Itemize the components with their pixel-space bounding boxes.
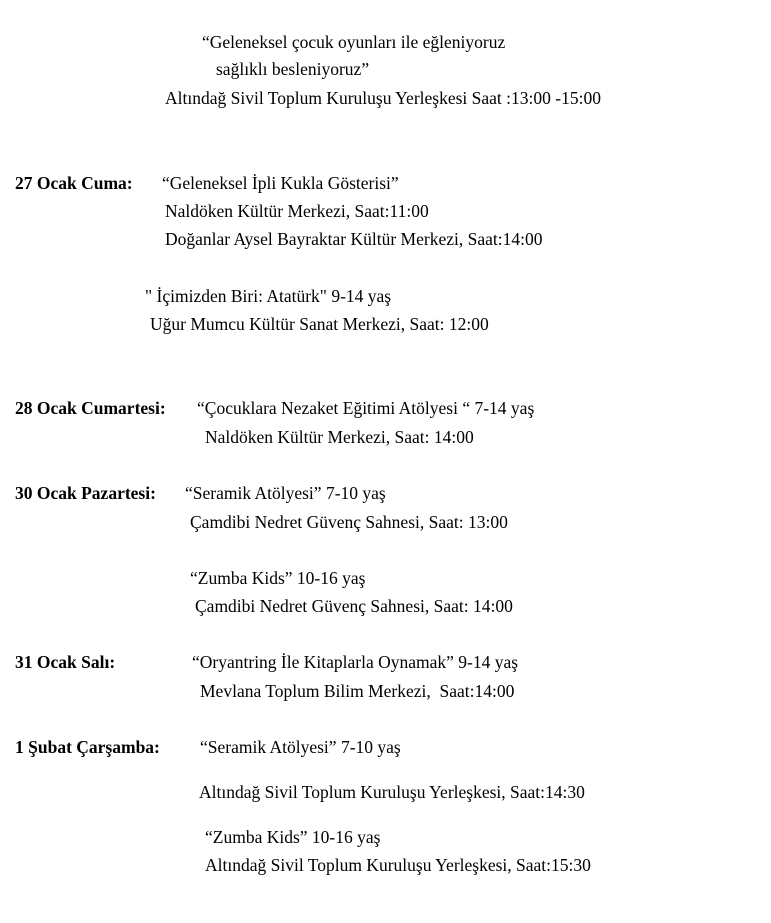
day-1-event2-venue: Altındağ Sivil Toplum Kuruluşu Yerleşkesi, Saat:15:30 bbox=[205, 855, 591, 875]
day-31-label: 31 Ocak Salı: bbox=[15, 652, 116, 672]
day-31-event1-venue: Mevlana Toplum Bilim Merkezi, Saat:14:00 bbox=[200, 681, 515, 701]
day-1-event1-title: “Seramik Atölyesi” 7-10 yaş bbox=[200, 737, 401, 757]
day-1-event1-venue: Altındağ Sivil Toplum Kuruluşu Yerleşkesi, Saat:14:30 bbox=[199, 782, 585, 802]
day-27-event1-venue2: Doğanlar Aysel Bayraktar Kültür Merkezi, Saat:14:00 bbox=[165, 229, 543, 249]
day-27-event1-title: “Geleneksel İpli Kukla Gösterisi” bbox=[162, 173, 399, 193]
day-30-event1-title: “Seramik Atölyesi” 7-10 yaş bbox=[185, 483, 386, 503]
day-27-event2-venue: Uğur Mumcu Kültür Sanat Merkezi, Saat: 12:00 bbox=[150, 314, 489, 334]
day-27-event2-title: " İçimizden Biri: Atatürk" 9-14 yaş bbox=[145, 286, 392, 306]
day-1-event2-title: “Zumba Kids” 10-16 yaş bbox=[205, 827, 381, 847]
intro-venue: Altındağ Sivil Toplum Kuruluşu Yerleşkesi Saat :13:00 -15:00 bbox=[165, 88, 601, 108]
day-30-event2-title: “Zumba Kids” 10-16 yaş bbox=[190, 568, 366, 588]
day-30-label: 30 Ocak Pazartesi: bbox=[15, 483, 156, 503]
day-27-event1-venue1: Naldöken Kültür Merkezi, Saat:11:00 bbox=[165, 201, 429, 221]
intro-title-line2: sağlıklı besleniyoruz” bbox=[216, 59, 370, 79]
intro-title-line1: “Geleneksel çocuk oyunları ile eğleniyoruz bbox=[202, 32, 506, 52]
day-28-event1-title: “Çocuklara Nezaket Eğitimi Atölyesi “ 7-14 yaş bbox=[197, 398, 535, 418]
day-28-event1-venue: Naldöken Kültür Merkezi, Saat: 14:00 bbox=[205, 427, 474, 447]
day-31-event1-title: “Oryantring İle Kitaplarla Oynamak” 9-14 yaş bbox=[192, 652, 519, 672]
day-1-label: 1 Şubat Çarşamba: bbox=[15, 737, 160, 757]
day-28-label: 28 Ocak Cumartesi: bbox=[15, 398, 166, 418]
day-30-event1-venue: Çamdibi Nedret Güvenç Sahnesi, Saat: 13:00 bbox=[190, 512, 508, 532]
day-30-event2-venue: Çamdibi Nedret Güvenç Sahnesi, Saat: 14:00 bbox=[195, 596, 513, 616]
day-27-label: 27 Ocak Cuma: bbox=[15, 173, 133, 193]
